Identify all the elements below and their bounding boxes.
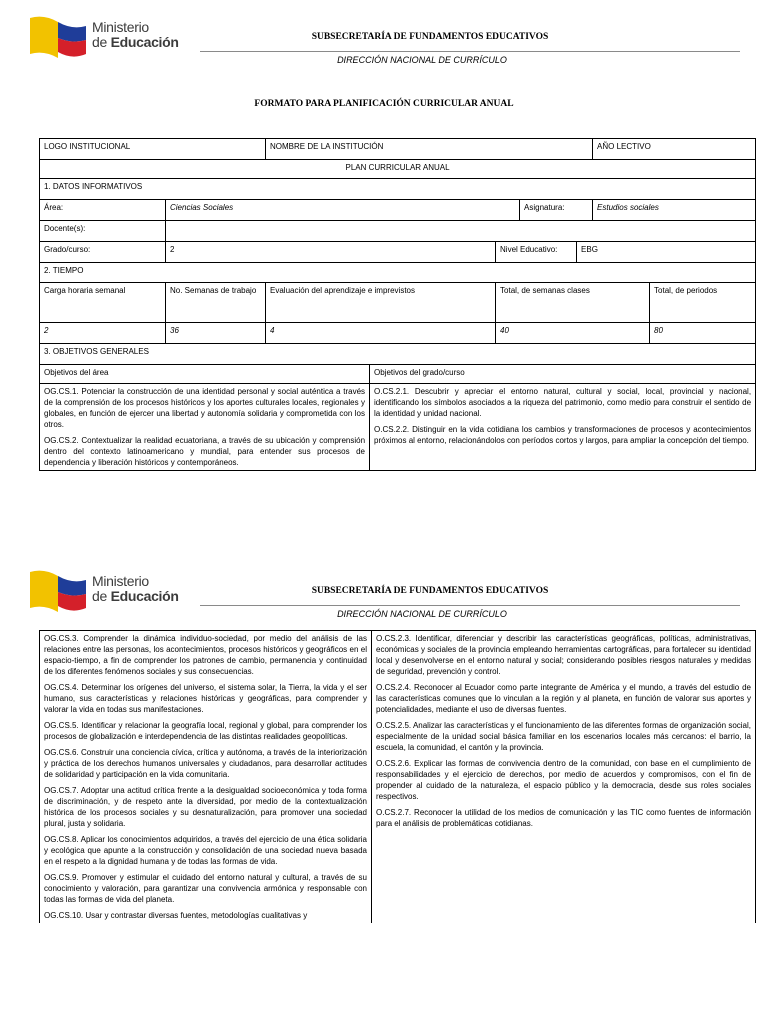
level-value: EBG — [577, 242, 756, 263]
objective-o-cs-2-2: O.CS.2.2. Distinguir en la vida cotidiana los cambios y transformaciones de procesos y acontecimientos próximos al entorno, relacionándolos con períodos cortos y largos, para ampliar la concepción del tiempo. — [374, 425, 752, 445]
area-objectives-cell-2 — [40, 631, 372, 924]
objective-o-cs-2-4: O.CS.2.4. Reconocer al Ecuador como parte integrante de América y el mundo, a través del estudio de las características comunes que lo vinculan a la región y al planeta, en función de valorar sus aportes y potencialidades, mediante el uso de diversas fuentes. — [376, 683, 751, 714]
objective-og-cs-6: OG.CS.6. Construir una conciencia cívica, crítica y autónoma, a través de la interiorización y práctica de los derechos humanos universales y ciudadanos, para desarrollar actitudes de solidaridad y participación en la vida comunitaria. — [44, 748, 367, 779]
objectives-row-continued — [40, 631, 756, 924]
logo-label: LOGO INSTITUCIONAL — [40, 139, 266, 160]
logo-wordmark-2 — [92, 574, 179, 604]
grade-objectives-cell-2 — [372, 631, 756, 924]
time-header-total-semanas: Total, de semanas clases — [496, 283, 650, 323]
level-label: Nivel Educativo: — [496, 242, 577, 263]
objective-og-cs-10: OG.CS.10. Usar y contrastar diversas fuentes, metodologías cualitativas y — [44, 911, 308, 920]
logo-line1: Ministerio — [92, 573, 149, 589]
area-objectives-label: Objetivos del área — [40, 365, 370, 384]
objective-og-cs-5: OG.CS.5. Identificar y relacionar la geografía local, regional y global, para comprender los procesos de globalización e interdependencia de las distintas realidades geopolíticas. — [44, 721, 367, 741]
grade-row — [40, 242, 756, 263]
time-header-semanas: No. Semanas de trabajo — [166, 283, 266, 323]
time-header-total-periodos: Total, de periodos — [650, 283, 756, 323]
ministerio-logo-2 — [28, 568, 188, 618]
grade-label: Grado/curso: — [40, 242, 166, 263]
objective-o-cs-2-3: O.CS.2.3. Identificar, diferenciar y describir las características geográficas, políticas, administrativas, económicas y sociales de la provincia empleando herramientas cartográficas, para fortalecer su identidad local y desenvolverse en el entorno natural y social; considerando posibles riesgos naturales y medidas de seguridad, prevención y control. — [376, 634, 751, 676]
grade-value: 2 — [166, 242, 496, 263]
objective-og-cs-7: OG.CS.7. Adoptar una actitud crítica frente a la desigualdad socioeconómica y toda forma de discriminación, y de respeto ante la diversidad, por medio de la contextualización histórica de los procesos sociales y su desnaturalización, para promover una sociedad plural, justa y solidaria. — [44, 786, 367, 828]
logo-line2 — [92, 35, 179, 50]
time-header-evaluacion: Evaluación del aprendizaje e imprevistos — [266, 283, 496, 323]
time-value-total-periodos: 80 — [650, 323, 756, 344]
time-header-row — [40, 283, 756, 323]
section-objetivos: 3. OBJETIVOS GENERALES — [40, 344, 756, 365]
objective-og-cs-4: OG.CS.4. Determinar los orígenes del universo, el sistema solar, la Tierra, la vida y el ser humano, sus características y relaciones históricas y geográficas, para comprender y valorar la vida en todas sus manifestaciones. — [44, 683, 367, 714]
time-value-row — [40, 323, 756, 344]
header-divider — [200, 51, 740, 52]
section-tiempo: 2. TIEMPO — [40, 263, 756, 283]
subsecretaria-title: SUBSECRETARÍA DE FUNDAMENTOS EDUCATIVOS — [311, 32, 549, 42]
objective-og-cs-3: OG.CS.3. Comprender la dinámica individuo-sociedad, por medio del análisis de las relaciones entre las personas, los acontecimientos, procesos históricos y geográficos en el espacio-tiempo, a fin de comprender los patrones de cambio, permanencia y continuidad de los diferentes fenómenos sociales y sus consecuencias. — [44, 634, 367, 676]
objective-o-cs-2-6: O.CS.2.6. Explicar las formas de convivencia dentro de la comunidad, con base en el cumplimiento de responsabilidades y el ejercicio de derechos, por medio de acuerdos y compromisos, con el fin de propender al cuidado de la naturaleza, el espacio público y la democracia, desde sus roles sociales respectivos. — [376, 759, 751, 801]
area-value: Ciencias Sociales — [166, 200, 520, 221]
subject-label: Asignatura: — [520, 200, 593, 221]
objectives-table-continued — [39, 630, 756, 923]
grade-objectives-cell — [370, 384, 756, 471]
logo-line2-prefix: de — [92, 34, 111, 50]
institution-row — [40, 139, 756, 160]
plan-title: PLAN CURRICULAR ANUAL — [40, 160, 756, 179]
subsecretaria-title-2: SUBSECRETARÍA DE FUNDAMENTOS EDUCATIVOS — [311, 586, 549, 596]
year-label: AÑO LECTIVO — [593, 139, 756, 160]
time-value-semanas: 36 — [166, 323, 266, 344]
area-row — [40, 200, 756, 221]
area-label: Área: — [40, 200, 166, 221]
grade-objectives-label: Objetivos del grado/curso — [370, 365, 756, 384]
time-value-carga: 2 — [40, 323, 166, 344]
objective-og-cs-2: OG.CS.2. Contextualizar la realidad ecuatoriana, a través de su ubicación y comprensión dentro del contexto latinoamericano y mundial, para entender sus procesos de dependencia y liberación históricos y contemporáneos. — [44, 436, 366, 467]
objective-og-cs-8: OG.CS.8. Aplicar los conocimientos adquiridos, a través del ejercicio de una ética solidaria y ecológica que apunte a la construcción y consolidación de una sociedad nueva basada en el respeto a la dignidad humana y de todas las formas de vida. — [44, 835, 367, 866]
page-header-2 — [0, 554, 768, 626]
logo-line1: Ministerio — [92, 19, 149, 35]
time-header-carga: Carga horaria semanal — [40, 283, 166, 323]
section-datos: 1. DATOS INFORMATIVOS — [40, 179, 756, 200]
objective-og-cs-1: OG.CS.1. Potenciar la construcción de una identidad personal y social auténtica a través de la comprensión de los procesos históricos y los aportes culturales locales, regionales y globales, en función de ejercer una libertad y autonomía solidaria y comprometida con los otros. — [44, 387, 366, 429]
logo-line2-prefix: de — [92, 588, 111, 604]
area-objectives-cell — [40, 384, 370, 471]
ministerio-logo — [28, 14, 188, 64]
institution-label: NOMBRE DE LA INSTITUCIÓN — [266, 139, 593, 160]
subject-value: Estudios sociales — [593, 200, 756, 221]
logo-line2-bold: Educación — [110, 34, 179, 50]
ecuador-flag-icon — [28, 568, 90, 614]
objectives-row — [40, 384, 756, 471]
plan-table — [39, 138, 756, 471]
objectives-header-row — [40, 365, 756, 384]
page-gap — [0, 522, 768, 554]
ecuador-flag-icon — [28, 14, 90, 60]
document-title: FORMATO PARA PLANIFICACIÓN CURRICULAR ANUAL — [254, 99, 514, 109]
objective-og-cs-9: OG.CS.9. Promover y estimular el cuidado del entorno natural y cultural, a través de su conocimiento y valoración, para garantizar una convivencia armónica y responsable con todas las formas de vida del planeta. — [44, 873, 367, 904]
direccion-title: DIRECCIÓN NACIONAL DE CURRÍCULO — [337, 55, 507, 65]
logo-wordmark — [92, 20, 179, 50]
header-divider-2 — [200, 605, 740, 606]
time-value-total-semanas: 40 — [496, 323, 650, 344]
objective-o-cs-2-1: O.CS.2.1. Descubrir y apreciar el entorno natural, cultural y social, local, provincial y nacional, identificando los símbolos asociados a la riqueza del patrimonio, como medio para construir el sentido de la identidad y unidad nacional. — [374, 387, 752, 418]
logo-line2 — [92, 589, 179, 604]
page-header — [0, 0, 768, 72]
objective-o-cs-2-5: O.CS.2.5. Analizar las características y el funcionamiento de las diferentes formas de organización social, especialmente de la unidad social básica familiar en los escenarios locales más cercanos: el barrio, la escuela, la comunidad, el cantón y la provincia. — [376, 721, 751, 752]
time-value-evaluacion: 4 — [266, 323, 496, 344]
teacher-row — [40, 221, 756, 242]
page-2 — [0, 554, 768, 1024]
logo-line2-bold: Educación — [110, 588, 179, 604]
objective-o-cs-2-7: O.CS.2.7. Reconocer la utilidad de los medios de comunicación y las TIC como fuentes de información para el análisis de problemáticas cotidianas. — [376, 808, 751, 828]
direccion-title-2: DIRECCIÓN NACIONAL DE CURRÍCULO — [337, 609, 507, 619]
teacher-label: Docente(s): — [40, 221, 166, 242]
teacher-value — [166, 221, 756, 242]
